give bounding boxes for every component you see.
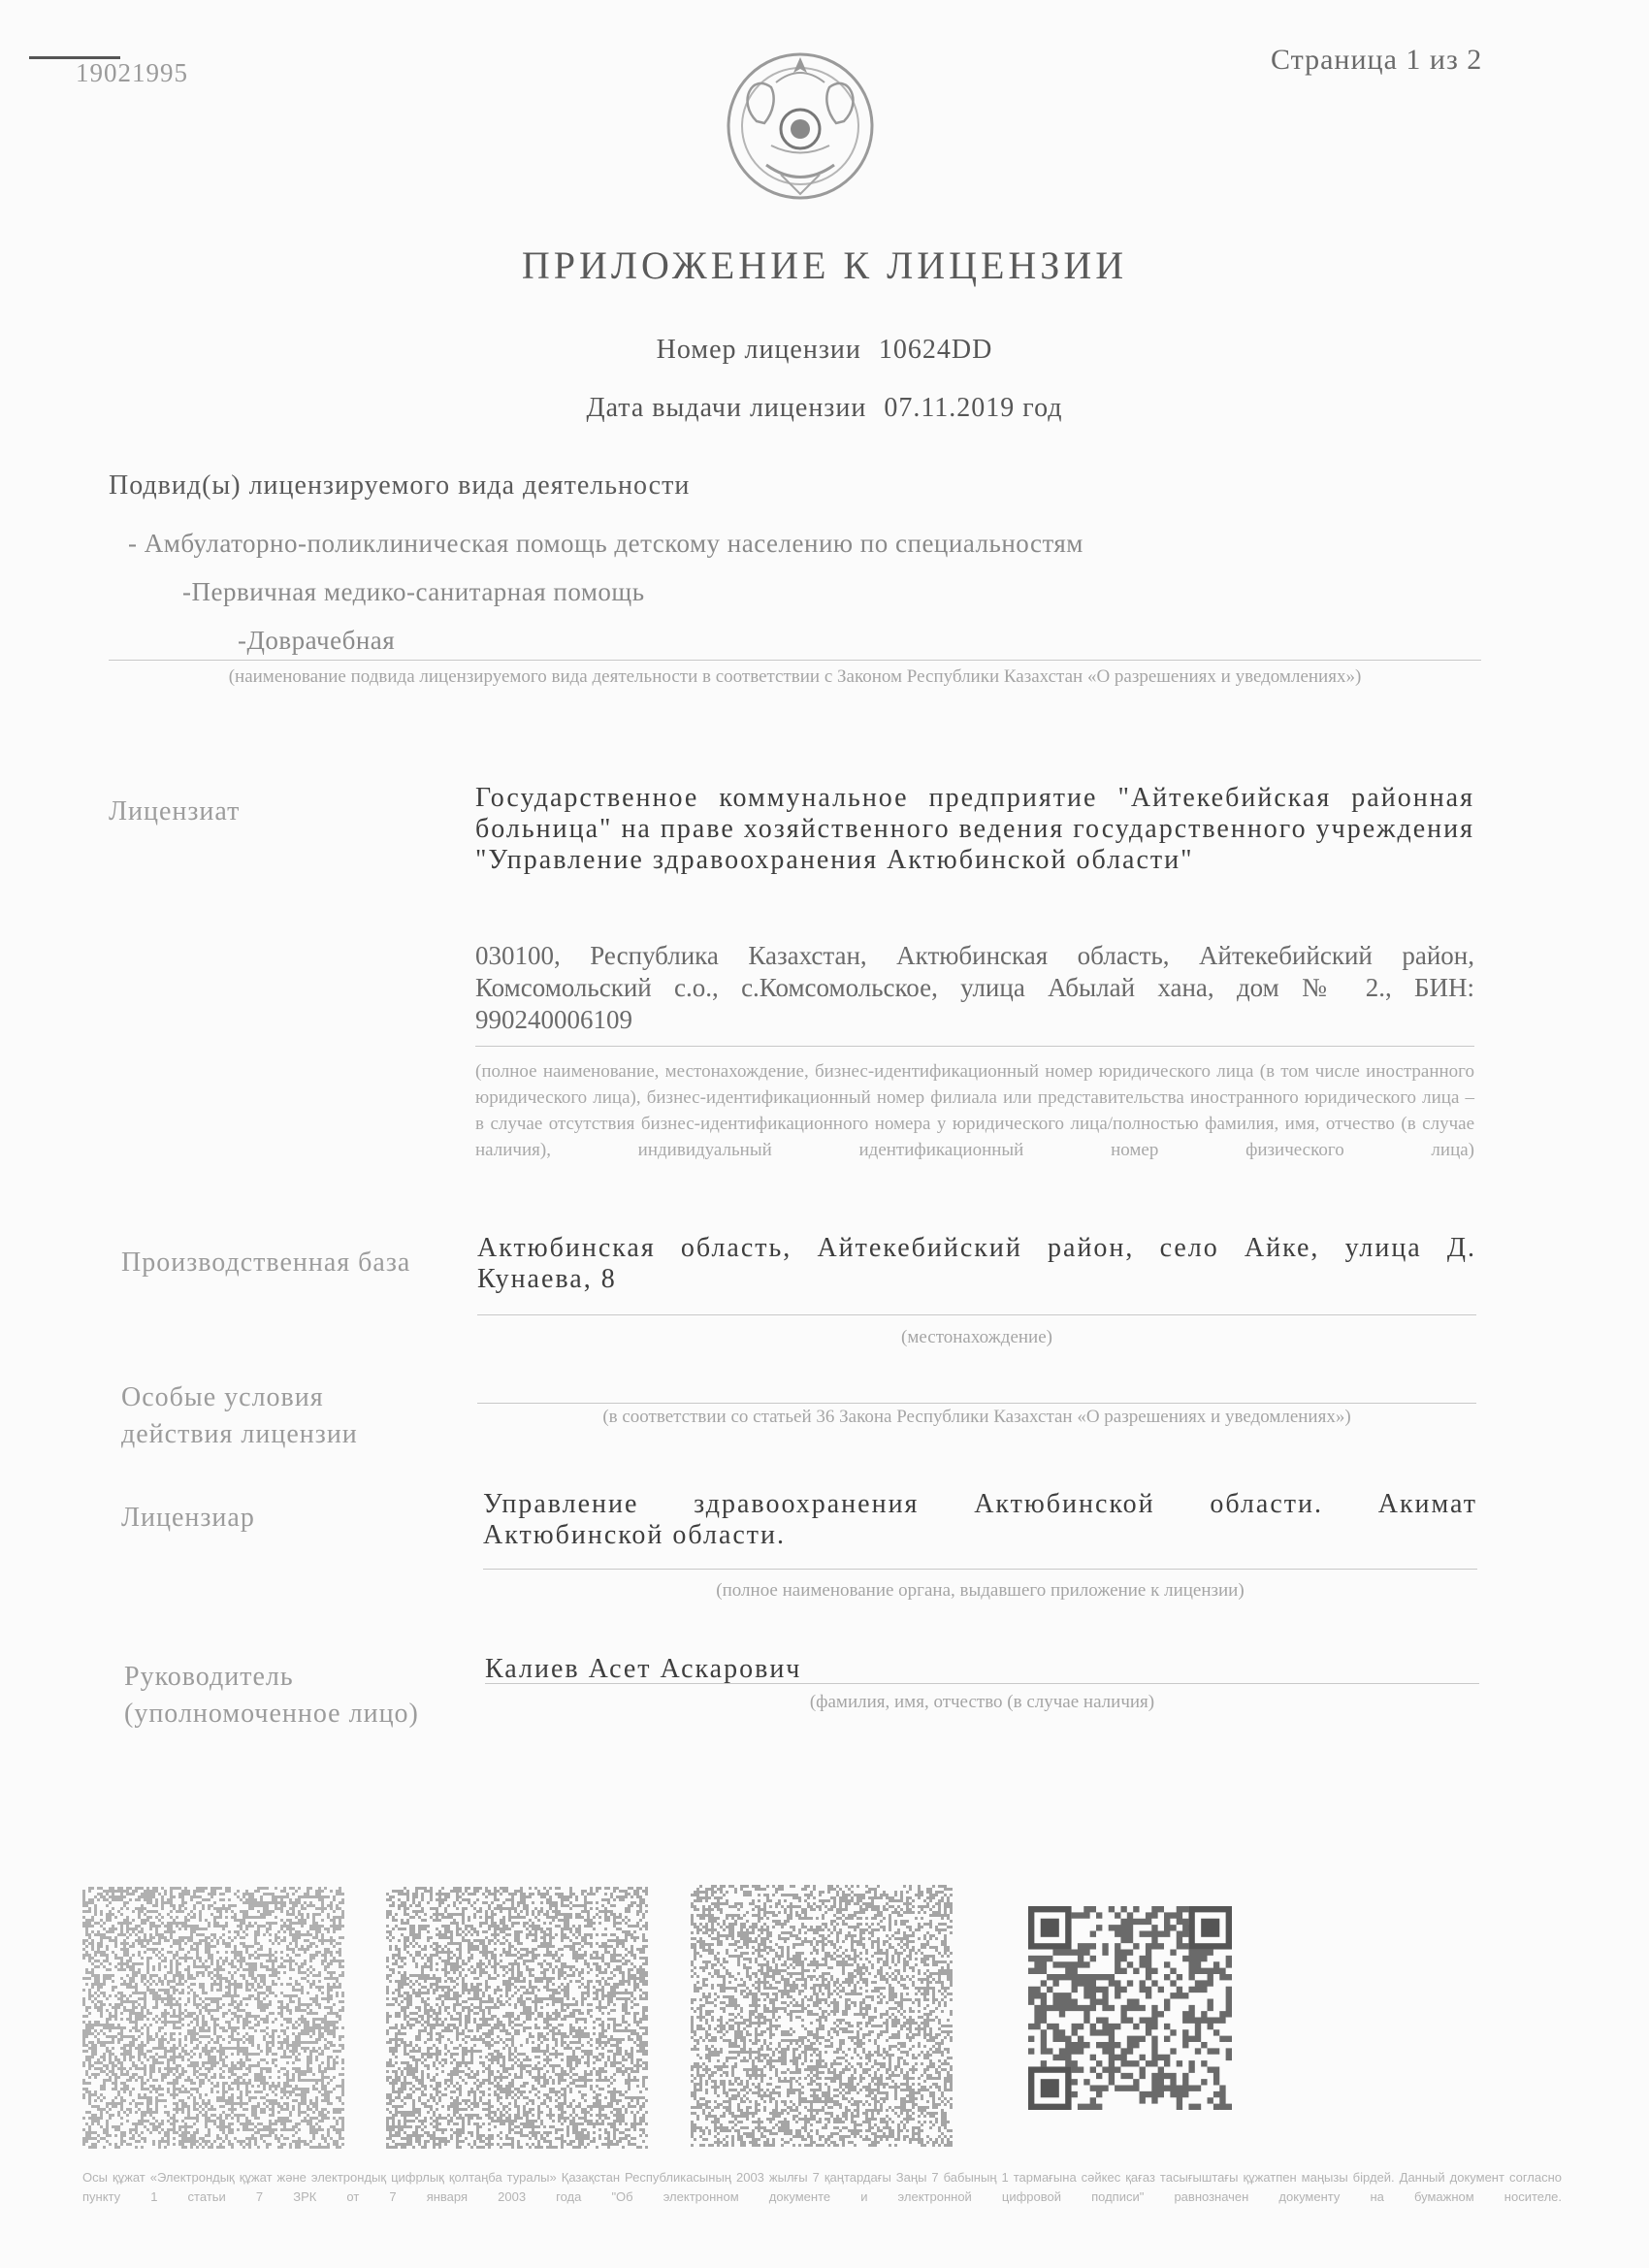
production-base-value: Актюбинская область, Айтекебийский район, село Айке, улица Д. Кунаева, 8 [477,1233,1476,1294]
page-indicator: Страница 1 из 2 [1271,44,1483,76]
activity-item: - Амбулаторно-поликлиническая помощь детскому населению по специальностям [128,529,1083,558]
activity-item: -Первичная медико-санитарная помощь [182,577,645,606]
production-underline [477,1314,1476,1315]
production-base-label: Производственная база [121,1247,411,1278]
licensee-label: Лицензиат [109,796,241,826]
activity-item: -Доврачебная [238,626,396,655]
license-date-label: Дата выдачи лицензии [586,393,867,423]
license-number-label: Номер лицензии [656,335,861,365]
conditions-caption: (в соответствии со статьей 36 Закона Республики Казахстан «О разрешениях и уведомлениях») [602,1407,1351,1427]
licensor-value: Управление здравоохранения Актюбинской области. Акимат Актюбинской области. [483,1489,1477,1550]
activity-subtypes-title: Подвид(ы) лицензируемого вида деятельности [109,470,691,501]
licensor-caption: (полное наименование органа, выдавшего приложение к лицензии) [716,1580,1245,1601]
licensee-address: 030100, Республика Казахстан, Актюбинская область, Айтекебийский район, Комсомольский с.о., с.Комсомольское, улица Абылай хана, дом № 2., БИН: 990240006109 [475,941,1474,1034]
licensee-caption: (полное наименование, местонахождение, бизнес-идентификационный номер юридического лица (в том числе иностранного юридического лица), бизнес-идентификационный номер филиала или представительства иностранного юридического лица – в случае отсутствия бизнес-идентификационного номера у юридического лица/полностью фамилия, имя, отчество (в случае наличия), индивидуальный идентификационный номер физического лица) [475,1061,1474,1160]
document-number: 19021995 [76,58,188,87]
qr-code-2-icon [386,1887,648,2149]
qr-code-1-icon [82,1887,344,2149]
kazakhstan-state-emblem-icon [718,44,883,209]
activity-underline [109,660,1481,661]
licensee-name: Государственное коммунальное предприятие "Айтекебийская районная больница" на праве хозяйственного ведения государственного учреждения "Управление здравоохранения Актюбинской области" [475,783,1474,875]
special-conditions-label: Особые условия действия лицензии [121,1382,358,1449]
license-number-value: 10624DD [878,335,993,365]
head-caption: (фамилия, имя, отчество (в случае наличия) [809,1692,1155,1712]
head-value: Калиев Асет Аскарович [485,1654,802,1684]
production-caption: (местонахождение) [901,1327,1052,1347]
qr-code-3-icon [691,1885,953,2147]
document-title: ПРИЛОЖЕНИЕ К ЛИЦЕНЗИИ [521,243,1128,287]
license-number-line [0,335,1649,366]
qr-code-4-icon [1028,1906,1232,2110]
footer-legal-note: Осы құжат «Электрондық құжат және электрондық цифрлық қолтаңба туралы» Қазақстан Республикасының 2003 жылғы 7 қаңтардағы Заңы 7 бабының 1 тармағына сәйкес қағаз тасығыштағы құжатпен маңызы бірдей. Данный документ согласно пункту 1 статьи 7 ЗРК от 7 января 2003 года "Об электронном документе и электронной цифровой подписи" равнозначен документу на бумажном носителе. [82,2170,1562,2204]
license-date-value: 07.11.2019 год [884,393,1063,423]
head-underline [485,1683,1479,1684]
licensor-label: Лицензиар [121,1503,255,1533]
head-label: Руководитель (уполномоченное лицо) [124,1662,419,1729]
licensor-underline [483,1569,1477,1570]
activity-caption: (наименование подвида лицензируемого вида деятельности в соответствии с Законом Республики Казахстан «О разрешениях и уведомлениях») [228,666,1362,687]
license-date-line [0,393,1649,424]
licensee-underline [475,1046,1474,1047]
